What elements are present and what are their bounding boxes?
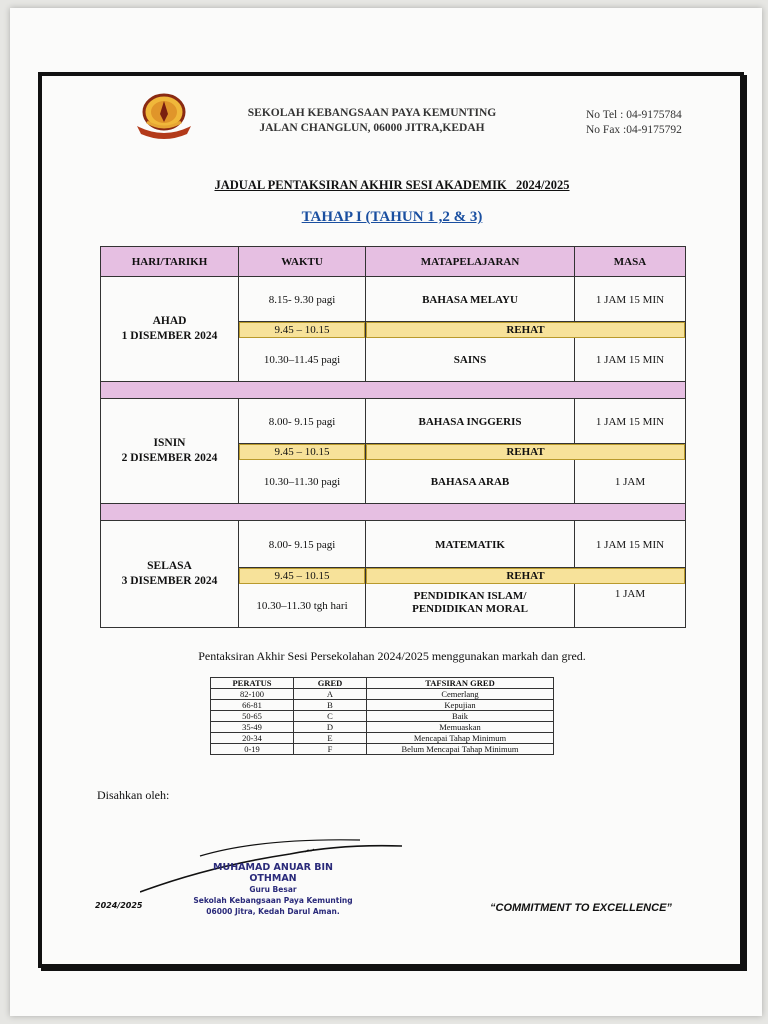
duration-cell: 1 JAM 15 MIN (595, 353, 665, 366)
day-name: SELASA (147, 560, 192, 572)
school-motto: “COMMITMENT TO EXCELLENCE” (490, 902, 672, 914)
day-cell (101, 521, 238, 627)
table-row (211, 722, 554, 733)
interpretation-cell: Memuaskan (367, 722, 554, 733)
break-label-cell: REHAT (366, 568, 685, 584)
day-name: ISNIN (153, 437, 186, 449)
grading-note: Pentaksiran Akhir Sesi Persekolahan 2024/2025 menggunakan markah dan gred. (198, 649, 586, 663)
grade-table-header-row (211, 678, 554, 689)
school-logo (133, 92, 195, 140)
duration-cell: 1 JAM 15 MIN (595, 415, 665, 428)
day-cell (101, 277, 238, 381)
subject-cell: BAHASA MELAYU (422, 293, 518, 306)
table-row (211, 744, 554, 755)
header-time: WAKTU (239, 247, 366, 277)
time-cell: 8.15- 9.30 pagi (268, 293, 336, 306)
grade-header-grade: GRED (294, 678, 367, 689)
row-divider (238, 321, 685, 322)
signatory-name: MUHAMAD ANUAR BIN OTHMAN (213, 862, 333, 884)
grade-cell: D (294, 722, 367, 733)
grade-cell: C (294, 711, 367, 722)
school-header (212, 106, 532, 136)
break-time-cell: 9.45 – 10.15 (239, 568, 365, 584)
official-stamp (188, 862, 358, 917)
table-row (211, 689, 554, 700)
grade-cell: E (294, 733, 367, 744)
grade-cell: A (294, 689, 367, 700)
day-separator (101, 381, 685, 399)
grade-cell: F (294, 744, 367, 755)
grade-header-interpretation: TAFSIRAN GRED (367, 678, 554, 689)
percent-cell: 66-81 (211, 700, 294, 711)
signatory-school: Sekolah Kebangsaan Paya Kemunting (193, 896, 353, 905)
time-cell: 8.00- 9.15 pagi (268, 538, 336, 551)
duration-cell: 1 JAM 15 MIN (595, 293, 665, 306)
day-name: AHAD (152, 315, 187, 327)
subject-cell: MATEMATIK (435, 538, 505, 551)
telephone: No Tel : 04-9175784 (586, 109, 682, 121)
break-label-cell: REHAT (366, 322, 685, 338)
fax: No Fax :04-9175792 (586, 124, 682, 136)
interpretation-cell: Cemerlang (367, 689, 554, 700)
time-cell: 10.30–11.45 pagi (263, 353, 341, 366)
table-row (211, 733, 554, 744)
table-row (211, 700, 554, 711)
break-time-cell: 9.45 – 10.15 (239, 322, 365, 338)
school-name: SEKOLAH KEBANGSAAN PAYA KEMUNTING (247, 107, 497, 119)
grade-table (210, 677, 554, 755)
day-separator (101, 503, 685, 521)
footer-year: 2024/2025 (95, 901, 143, 910)
subject-cell: SAINS (453, 353, 487, 366)
approved-by-label: Disahkan oleh: (97, 788, 170, 802)
day-date: 1 DISEMBER 2024 (121, 330, 218, 342)
interpretation-cell: Baik (367, 711, 554, 722)
day-cell (101, 399, 238, 503)
header-subject: MATAPELAJARAN (366, 247, 575, 277)
row-divider (238, 443, 685, 444)
day-date: 2 DISEMBER 2024 (121, 452, 218, 464)
interpretation-cell: Mencapai Tahap Minimum (367, 733, 554, 744)
interpretation-cell: Belum Mencapai Tahap Minimum (367, 744, 554, 755)
day-date: 3 DISEMBER 2024 (121, 575, 218, 587)
percent-cell: 0-19 (211, 744, 294, 755)
time-cell: 10.30–11.30 pagi (263, 475, 341, 488)
subject-cell: BAHASA ARAB (430, 475, 510, 488)
subject-cell: BAHASA INGGERIS (418, 415, 522, 428)
grade-cell: B (294, 700, 367, 711)
percent-cell: 82-100 (211, 689, 294, 700)
duration-cell: 1 JAM (614, 475, 646, 488)
signatory-address: 06000 Jitra, Kedah Darul Aman. (206, 907, 340, 916)
grade-header-percent: PERATUS (211, 678, 294, 689)
break-label-cell: REHAT (366, 444, 685, 460)
time-cell: 10.30–11.30 tgh hari (256, 599, 348, 612)
break-time-cell: 9.45 – 10.15 (239, 444, 365, 460)
stage-title: TAHAP I (TAHUN 1 ,2 & 3) (301, 209, 483, 225)
percent-cell: 50-65 (211, 711, 294, 722)
subject-cell: PENDIDIKAN ISLAM/ PENDIDIKAN MORAL (412, 590, 528, 615)
signatory-role: Guru Besar (249, 885, 297, 894)
table-row (211, 711, 554, 722)
duration-cell: 1 JAM (614, 588, 646, 600)
interpretation-cell: Kepujian (367, 700, 554, 711)
schedule-table (100, 246, 686, 628)
percent-cell: 35-49 (211, 722, 294, 733)
contact-info (586, 108, 682, 138)
document-title: JADUAL PENTAKSIRAN AKHIR SESI AKADEMIK 2024/2025 (214, 178, 570, 192)
percent-cell: 20-34 (211, 733, 294, 744)
school-address: JALAN CHANGLUN, 06000 JITRA,KEDAH (259, 122, 485, 134)
row-divider (238, 567, 685, 568)
time-cell: 8.00- 9.15 pagi (268, 415, 336, 428)
header-day-date: HARI/TARIKH (101, 247, 239, 277)
header-duration: MASA (575, 247, 685, 277)
duration-cell: 1 JAM 15 MIN (595, 538, 665, 551)
